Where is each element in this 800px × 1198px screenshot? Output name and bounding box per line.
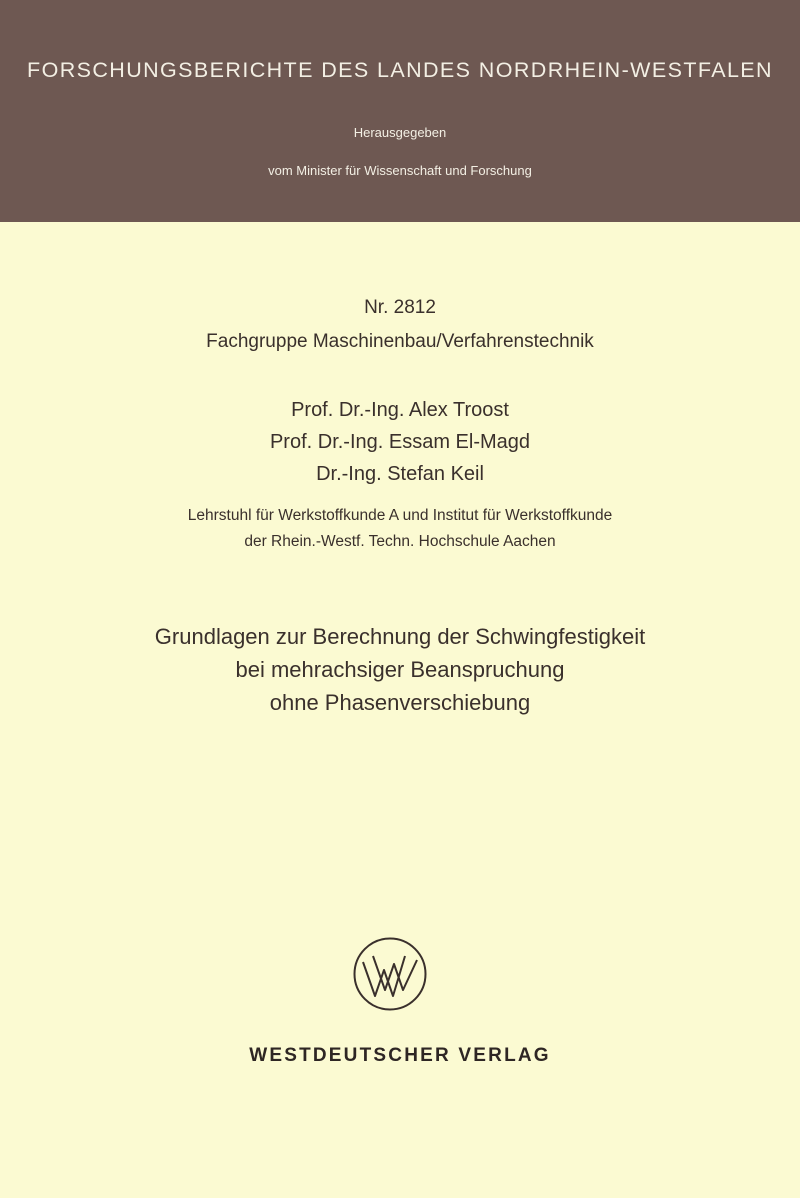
subject-group: Fachgruppe Maschinenbau/Verfahrenstechnik — [206, 331, 594, 352]
book-title-line-1: Grundlagen zur Berechnung der Schwingfestigkeit — [154, 624, 646, 649]
author-3: Dr.-Ing. Stefan Keil — [316, 463, 484, 485]
institution-line-1: Lehrstuhl für Werkstoffkunde A und Institut für Werkstoffkunde — [187, 507, 613, 524]
publisher-name: WESTDEUTSCHER VERLAG — [249, 1045, 551, 1066]
report-number: Nr. 2812 — [364, 297, 436, 318]
series-title: FORSCHUNGSBERICHTE DES LANDES NORDRHEIN-WESTFALEN — [27, 58, 773, 82]
editor-line-2: vom Minister für Wissenschaft und Forschung — [268, 163, 532, 178]
book-title-line-3: ohne Phasenverschiebung — [269, 690, 531, 715]
wv-circle-logo-icon — [352, 936, 428, 1012]
author-1: Prof. Dr.-Ing. Alex Troost — [291, 399, 509, 421]
institution-line-2: der Rhein.-Westf. Techn. Hochschule Aachen — [244, 533, 556, 550]
book-title-line-2: bei mehrachsiger Beanspruchung — [235, 657, 565, 682]
author-2: Prof. Dr.-Ing. Essam El-Magd — [269, 431, 531, 453]
series-header-band — [0, 0, 800, 222]
editor-line-1: Herausgegeben — [353, 125, 447, 140]
